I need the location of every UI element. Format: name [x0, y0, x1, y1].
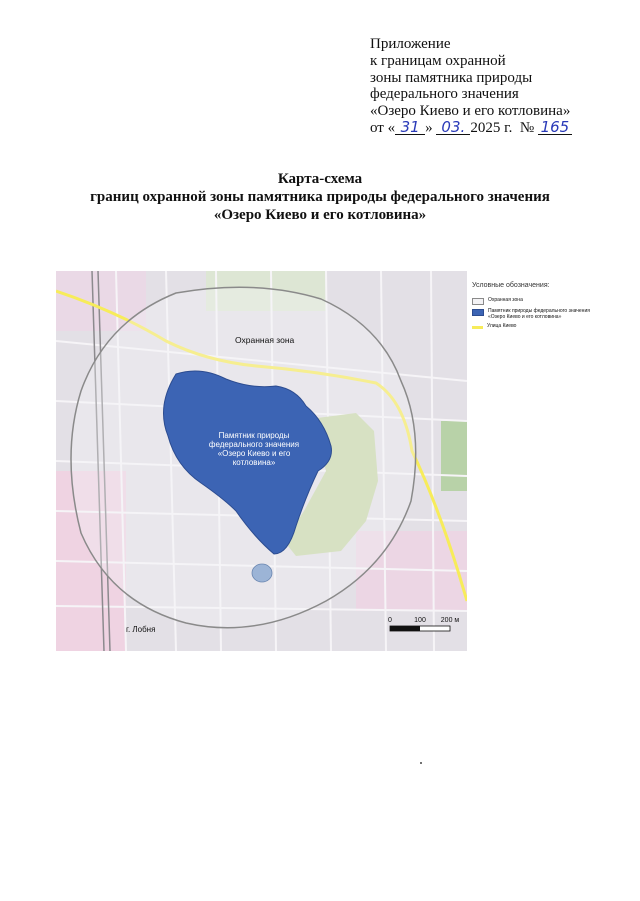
- appendix-block: [370, 36, 630, 137]
- appendix-line: Приложение: [370, 36, 451, 52]
- title-line: Карта-схема: [277, 171, 363, 187]
- monument-label-line: котловина»: [232, 458, 276, 467]
- document-title: [0, 170, 640, 224]
- legend-item-road: [472, 323, 632, 329]
- legend-item-zone: [472, 297, 632, 305]
- road-swatch: [472, 326, 483, 329]
- title-line: «Озеро Киево и его котловина»: [213, 207, 427, 223]
- map-scheme: [56, 271, 467, 651]
- zone-label: Охранная зона: [235, 335, 295, 345]
- legend-label: Улица Киево: [487, 323, 517, 329]
- monument-label-line: Памятник природы: [218, 431, 290, 440]
- city-label: г. Лобня: [126, 625, 156, 634]
- monument-label-line: «Озеро Киево и его: [217, 449, 291, 458]
- legend-item-monument: [472, 308, 632, 320]
- scan-speck: [420, 762, 422, 764]
- date-month: 03.: [436, 120, 470, 135]
- legend-label: Охранная зона: [488, 297, 523, 303]
- date-mid: »: [425, 119, 433, 136]
- monument-label-line: федерального значения: [208, 440, 300, 449]
- appendix-line: «Озеро Киево и его котловина»: [370, 103, 571, 120]
- scale-label: 200 м: [440, 617, 460, 624]
- scale-label: 100: [414, 617, 426, 624]
- date-day: 31: [395, 120, 425, 135]
- map-canvas: [56, 271, 467, 651]
- monument-swatch: [472, 309, 484, 316]
- legend-label: Памятник природы федерального значения «Озеро Киево и его котловина»: [488, 308, 590, 320]
- legend-title: Условные обозначения:: [472, 282, 550, 289]
- date-year: 2025 г.: [470, 119, 513, 136]
- appendix-date-line: [370, 117, 630, 137]
- zone-swatch: [472, 298, 484, 305]
- date-prefix: от «: [370, 119, 396, 136]
- pond: [252, 564, 272, 582]
- number-sign: №: [519, 119, 535, 136]
- title-line: границ охранной зоны памятника природы федерального значения: [90, 189, 550, 205]
- number-value: 165: [538, 120, 572, 135]
- green-area: [441, 421, 467, 491]
- appendix-line: к границам охранной: [370, 52, 506, 69]
- appendix-line: зоны памятника природы: [370, 69, 533, 86]
- scale-label: 0: [388, 617, 392, 624]
- map-legend: [472, 282, 632, 332]
- appendix-line: федерального значения: [370, 86, 519, 103]
